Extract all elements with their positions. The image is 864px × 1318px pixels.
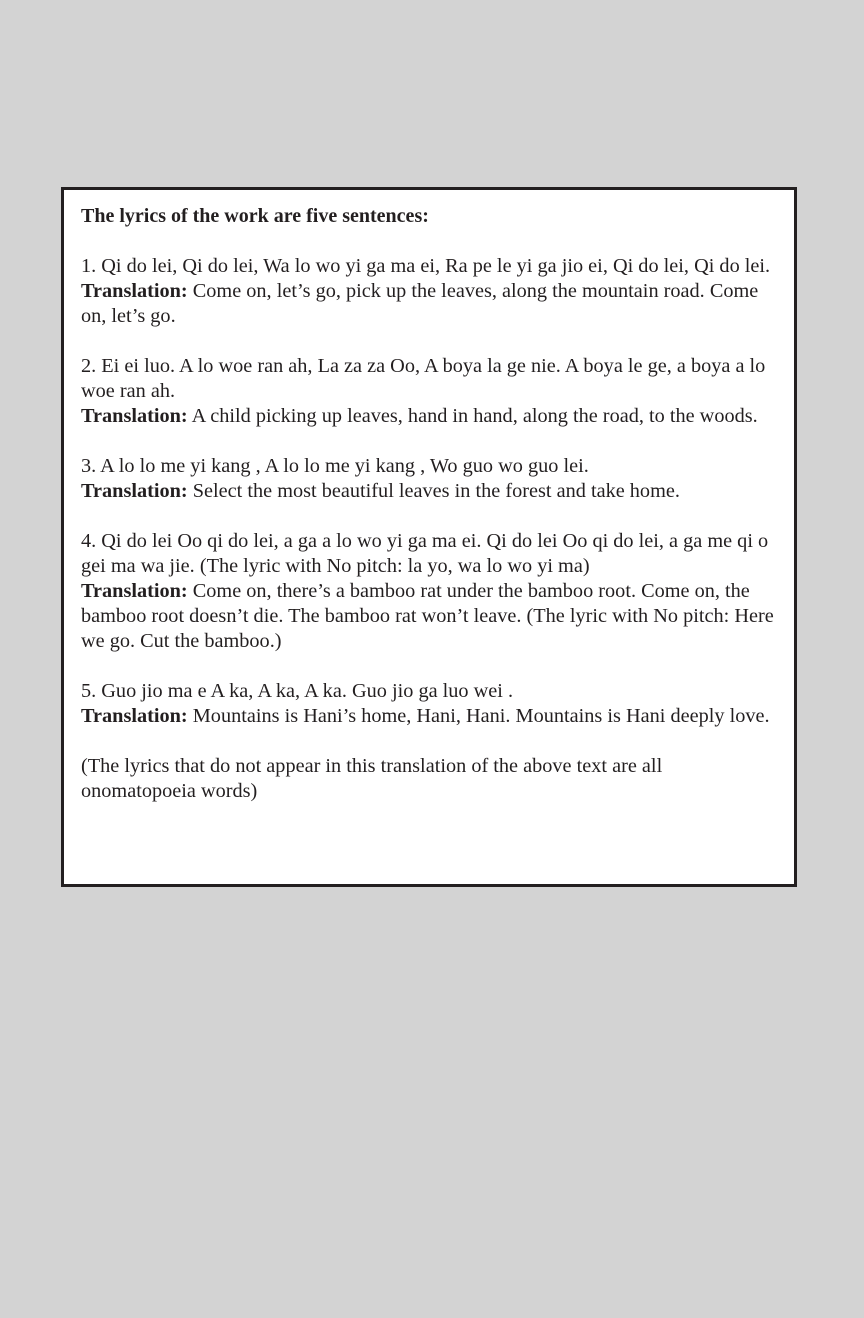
translation-label: Translation: xyxy=(81,405,188,427)
translation-label: Translation: xyxy=(81,705,188,727)
lyrics-heading: The lyrics of the work are five sentences: xyxy=(81,205,429,227)
translation-line xyxy=(81,579,778,654)
translation-text: Come on, let’s go, pick up the leaves, along the mountain road. Come on, let’s go. xyxy=(81,280,759,327)
lyric-entry-1 xyxy=(81,254,778,329)
translation-text: Select the most beautiful leaves in the forest and take home. xyxy=(192,480,680,502)
translation-label: Translation: xyxy=(81,280,188,302)
translation-label: Translation: xyxy=(81,580,188,602)
lyric-line: 2. Ei ei luo. A lo woe ran ah, La za za Oo, A boya la ge nie. A boya le ge, a boya a lo woe ran ah. xyxy=(81,355,766,402)
lyric-line: 5. Guo jio ma e A ka, A ka, A ka. Guo jio ga luo wei . xyxy=(81,680,514,702)
translation-text: A child picking up leaves, hand in hand, along the road, to the woods. xyxy=(191,405,758,427)
lyric-line: 3. A lo lo me yi kang , A lo lo me yi kang , Wo guo wo guo lei. xyxy=(81,455,589,477)
lyric-line: 1. Qi do lei, Qi do lei, Wa lo wo yi ga ma ei, Ra pe le yi ga jio ei, Qi do lei, Qi do lei. xyxy=(81,255,771,277)
translation-line xyxy=(81,279,778,329)
lyric-entry-5 xyxy=(81,679,778,729)
translation-line xyxy=(81,404,778,429)
lyric-entry-4 xyxy=(81,529,778,654)
translation-line xyxy=(81,704,778,729)
translation-text: Mountains is Hani’s home, Hani, Hani. Mountains is Hani deeply love. xyxy=(192,705,770,727)
lyric-line: 4. Qi do lei Oo qi do lei, a ga a lo wo yi ga ma ei. Qi do lei Oo qi do lei, a ga me qi o gei ma wa jie. (The lyric with No pitch: la yo, wa lo wo yi ma) xyxy=(81,530,769,577)
lyric-entry-2 xyxy=(81,354,778,429)
lyrics-box xyxy=(61,187,797,887)
lyric-entry-3 xyxy=(81,454,778,504)
translation-line xyxy=(81,479,778,504)
onomatopoeia-note: (The lyrics that do not appear in this translation of the above text are all onomatopoeia words) xyxy=(81,755,663,802)
translation-text: Come on, there’s a bamboo rat under the bamboo root. Come on, the bamboo root doesn’t die. The bamboo rat won’t leave. (The lyric with No pitch: Here we go. Cut the bamboo.) xyxy=(81,580,774,652)
translation-label: Translation: xyxy=(81,480,188,502)
